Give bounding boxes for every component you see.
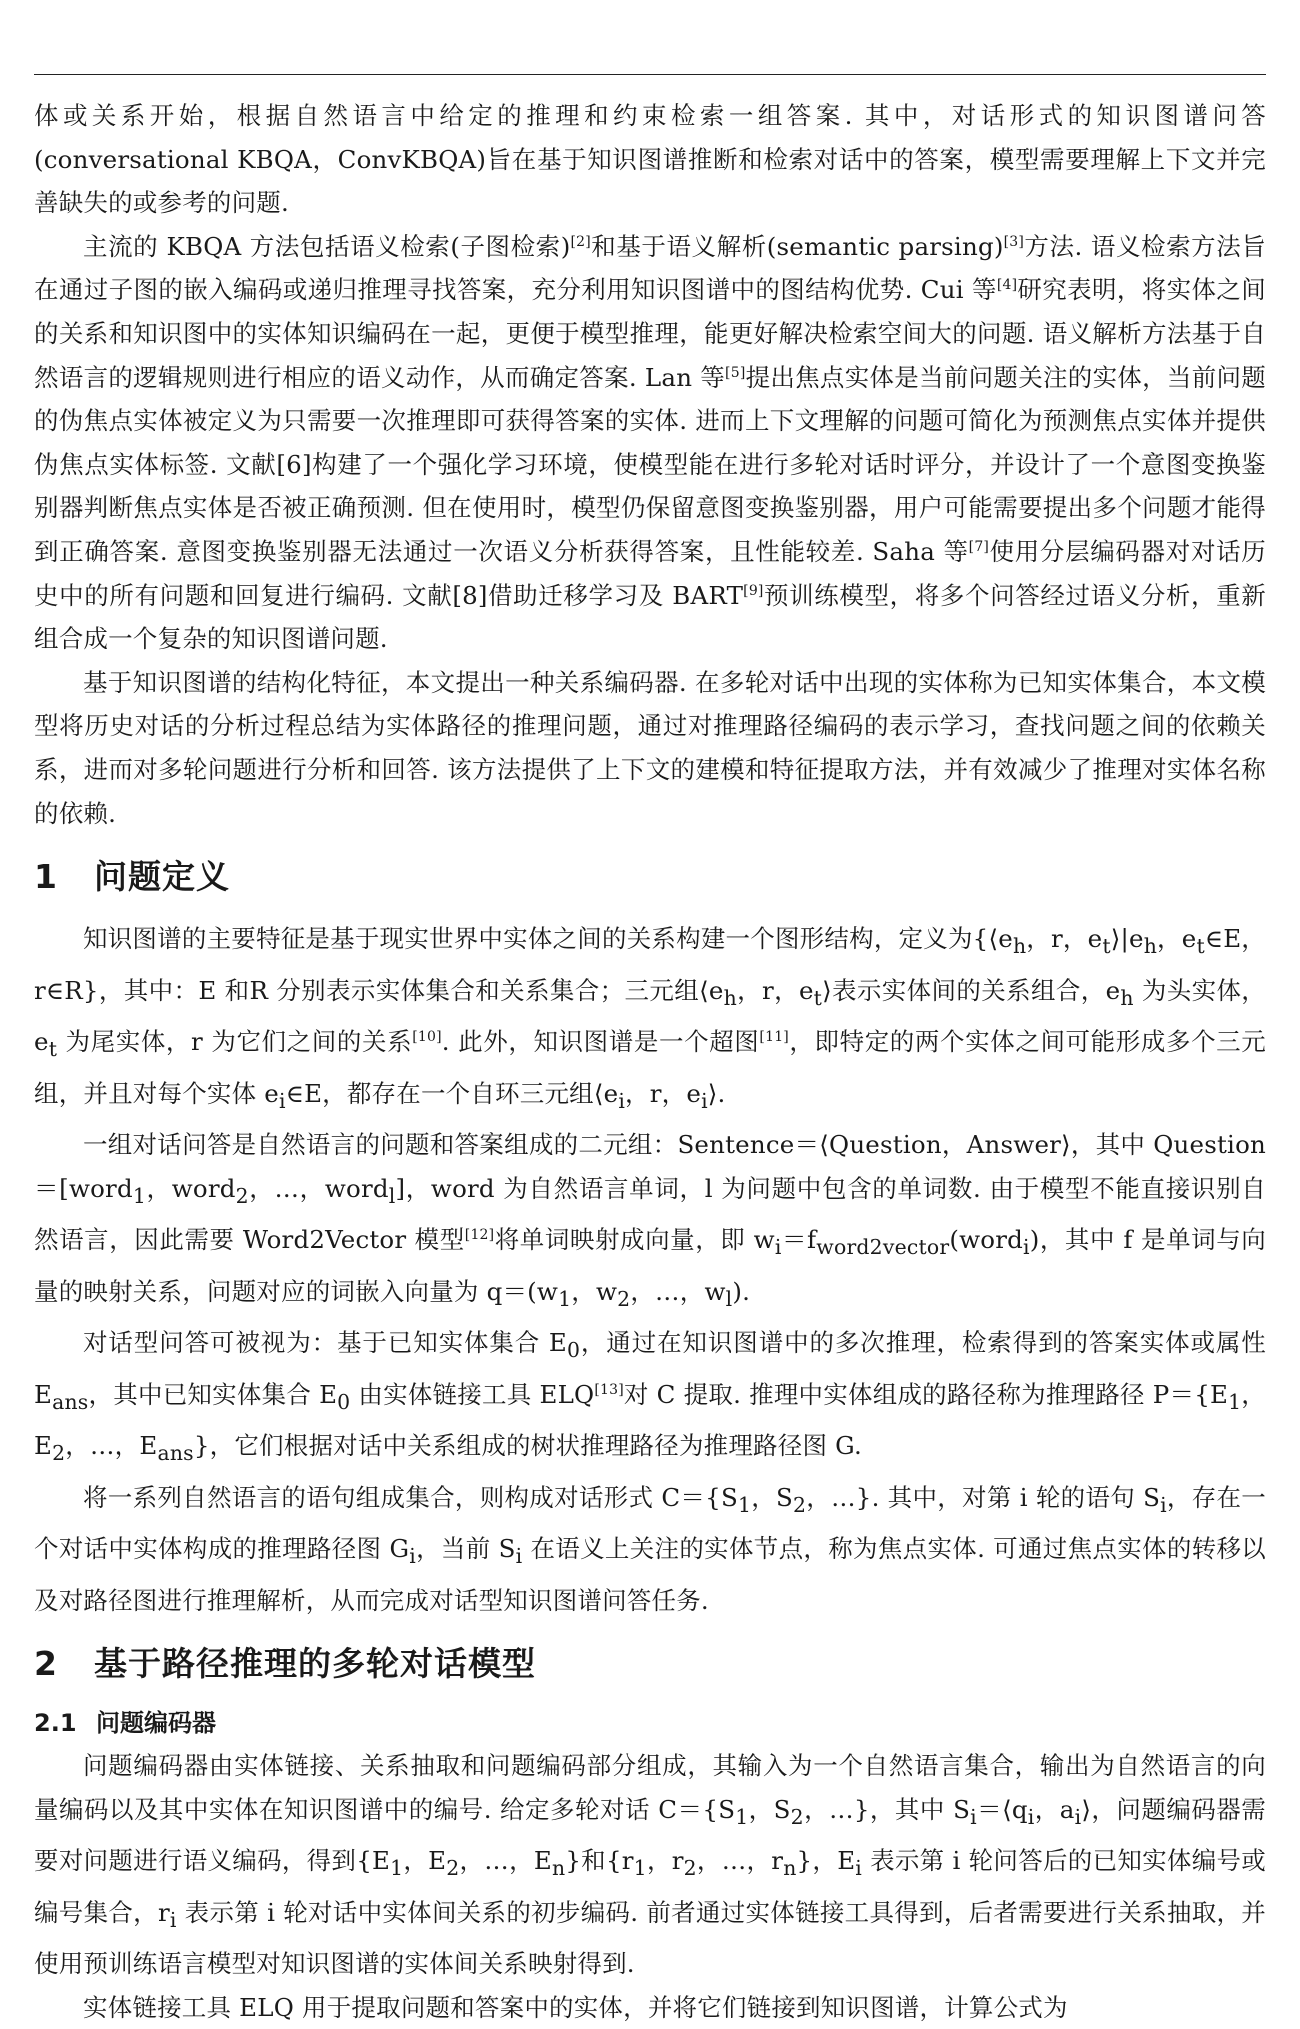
citation: [3]: [1003, 233, 1025, 250]
section-heading: 1 问题定义: [34, 857, 230, 897]
citation: [2]: [570, 233, 591, 250]
citation: [13]: [594, 1381, 624, 1398]
citation: [7]: [968, 538, 990, 555]
citation: [12]: [464, 1226, 495, 1243]
section-heading: 2 基于路径推理的多轮对话模型: [34, 1644, 536, 1684]
citation: [9]: [743, 582, 764, 599]
citation: [10]: [412, 1028, 442, 1045]
paragraph: 对话型问答可被视为：基于已知实体集合 $E_0$，通过在知识图谱中的多次推理，检索得到的答案实体或属性 $E_{ans}$，其中已知实体集合 $E_0$ 由实体链接工具 ELQ[13]对 C 提取. 推理中实体组成的路径称为推理路径 $P=\{E_1$，$E_2$，…，$E_{ans}$}，它们根据对话中关系组成的树状推理路径为推理路径图 G.: [34, 1328, 1267, 1465]
paragraph: 基于知识图谱的结构化特征，本文提出一种关系编码器. 在多轮对话中出现的实体称为已知实体集合，本文模型将历史对话的分析过程总结为实体路径的推理问题，通过对推理路径编码的表示学习，查找问题之间的依赖关系，进而对多轮问题进行分析和回答. 该方法提供了上下文的建模和特征提取方法，并有效减少了推理对实体名称的依赖.: [34, 667, 1266, 828]
paragraph: 知识图谱的主要特征是基于现实世界中实体之间的关系构建一个图形结构，定义为{$⟨e_h$，r，$e_t⟩|e_h$，$e_t\in E$，r∈R}，其中：E 和R 分别表示实体集合和关系集合；三元组$⟨e_h$，r，$e_t⟩$表示实体间的关系组合，$e_h$ 为头实体，$e_t$ 为尾实体，r 为它们之间的关系[10]. 此外，知识图谱是一个超图[11]，即特定的两个实体之间可能形成多个三元组，并且对每个实体 $e_i\in E$，都存在一个自环三元组$⟨e_i$，r，$e_i⟩$.: [34, 924, 1267, 1113]
paragraph: 问题编码器由实体链接、关系抽取和问题编码部分组成，其输入为一个自然语言集合，输出为自然语言的向量编码以及其中实体在知识图谱中的编号. 给定多轮对话 $C=\{S_1$，$S_2$，…}，其中 $S_i=⟨q_i$，$a_i⟩$，问题编码器需要对问题进行语义编码，得到{$E_1$，$E_2$，…，$E_n$}和{$r_1$，$r_2$，…，$r_n$}，$E_i$ 表示第 i 轮问答后的已知实体编号或编号集合，$r_i$ 表示第 i 轮对话中实体间关系的初步编码. 前者通过实体链接工具得到，后者需要进行关系抽取，并使用预训练语言模型对知识图谱的实体间关系映射得到.: [34, 1751, 1266, 1979]
paragraph: 将一系列自然语言的语句组成集合，则构成对话形式 $C=\{S_1$，$S_2$，…}. 其中，对第 i 轮的语句 $S_i$，存在一个对话中实体构成的推理路径图 $G_i$，当前 $S_i$ 在语义上关注的实体节点，称为焦点实体. 可通过焦点实体的转移以及对路径图进行推理解析，从而完成对话型知识图谱问答任务.: [34, 1482, 1266, 1615]
paragraph: 主流的 KBQA 方法包括语义检索(子图检索)[2]和基于语义解析(semantic parsing)[3]方法. 语义检索方法旨在通过子图的嵌入编码或递归推理寻找答案，充分利用知识图谱中的图结构优势. Cui 等[4]研究表明，将实体之间的关系和知识图中的实体知识编码在一起，更便于模型推理，能更好解决检索空间大的问题. 语义解析方法基于自然语言的逻辑规则进行相应的语义动作，从而确定答案. Lan 等[5]提出焦点实体是当前问题关注的实体，当前问题的伪焦点实体被定义为只需要一次推理即可获得答案的实体. 进而上下文理解的问题可简化为预测焦点实体并提供伪焦点实体标签. 文献[6]构建了一个强化学习环境，使模型能在进行多轮对话时评分，并设计了一个意图变换鉴别器判断焦点实体是否被正确预测. 但在使用时，模型仍保留意图变换鉴别器，用户可能需要提出多个问题才能得到正确答案. 意图变换鉴别器无法通过一次语义分析获得答案，且性能较差. Saha 等[7]使用分层编码器对对话历史中的所有问题和回复进行编码. 文献[8]借助迁移学习及 BART[9]预训练模型，将多个问答经过语义分析，重新组合成一个复杂的知识图谱问题.: [34, 231, 1267, 654]
citation: [5]: [725, 364, 746, 381]
paragraph: 体或关系开始，根据自然语言中给定的推理和约束检索一组答案. 其中，对话形式的知识图谱问答(conversational KBQA，ConvKBQA)旨在基于知识图谱推断和检索对话中的答案，模型需要理解上下文并完善缺失的或参考的问题.: [34, 101, 1266, 218]
citation: [11]: [759, 1028, 789, 1045]
subsection-heading: 2.1 问题编码器: [34, 1709, 216, 1738]
page-body: [34, 94, 1266, 2029]
header-rule: [34, 74, 1266, 75]
citation: [4]: [996, 277, 1018, 294]
paragraph: 一组对话问答是自然语言的问题和答案组成的二元组：Sentence＝⟨Question，Answer⟩，其中 Question＝[word$_1$，word$_2$，…，word$_l$]，word 为自然语言单词，l 为问题中包含的单词数. 由于模型不能直接识别自然语言，因此需要 Word2Vector 模型[12]将单词映射成向量，即 $w_i=f_{word2vector}(word_i)$，其中 f 是单词与向量的映射关系，问题对应的词嵌入向量为 $q=(w_1$，$w_2$，…，$w_l$).: [34, 1130, 1266, 1311]
paragraph: 实体链接工具 ELQ 用于提取问题和答案中的实体，并将它们链接到知识图谱，计算公式为: [83, 1992, 1068, 2022]
